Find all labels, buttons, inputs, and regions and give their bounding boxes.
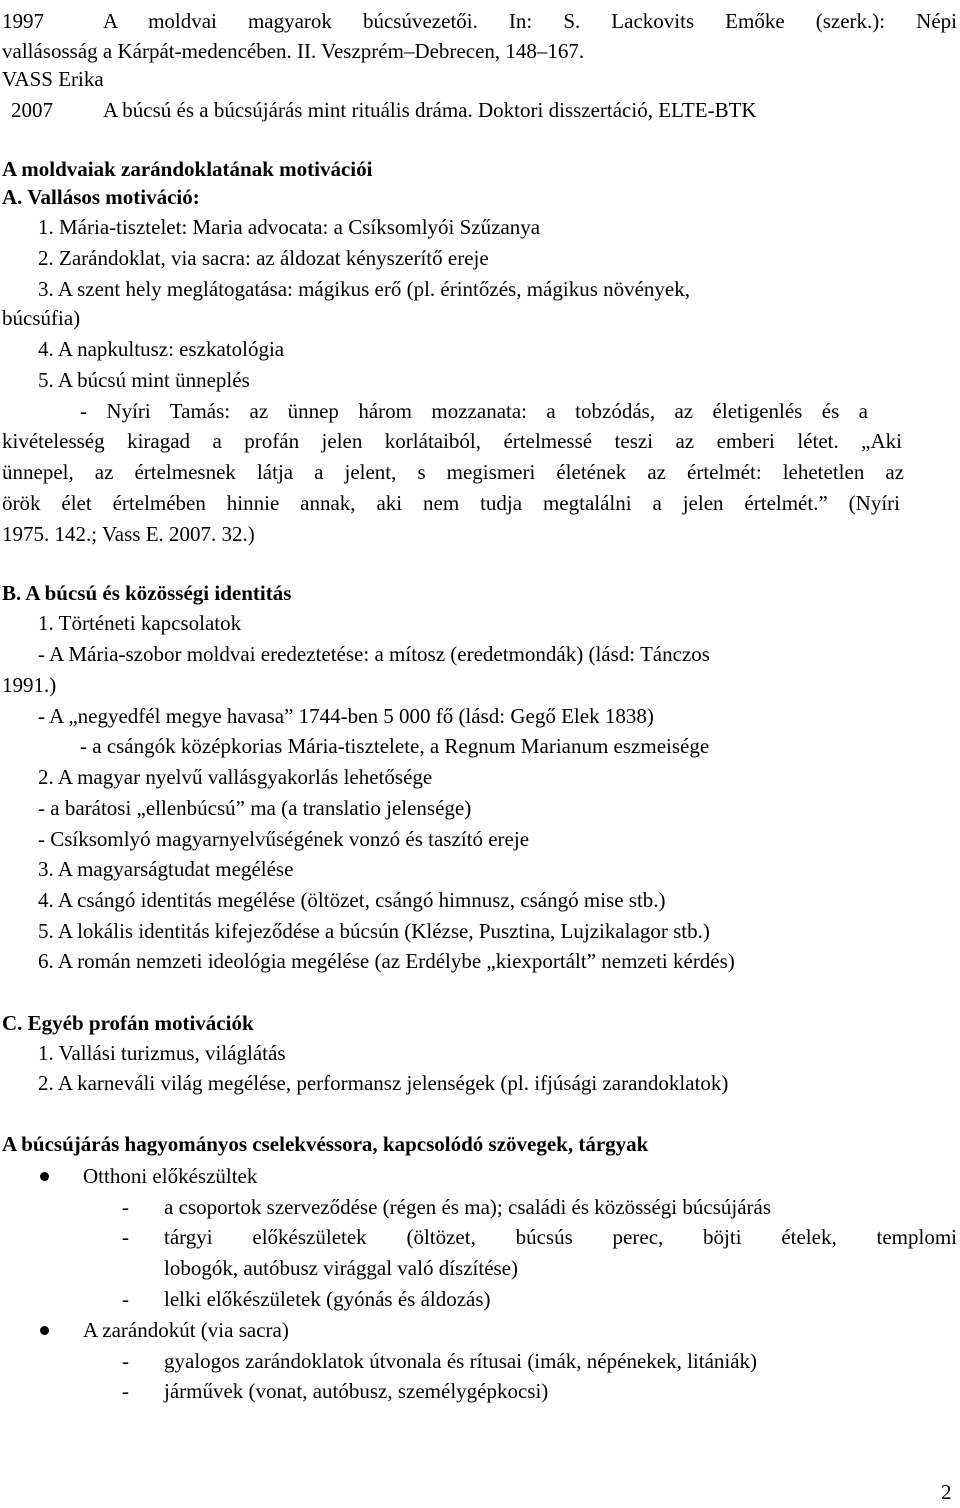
quote-line-2: kivételesség kiragad a profán jelen korlátaiból, értelmessé teszi az emberi létet. „Aki xyxy=(2,429,902,453)
section-title-motivations: A moldvaiak zarándoklatának motivációi xyxy=(2,157,373,181)
b-line-10: 4. A csángó identitás megélése (öltözet, csángó himnusz, csángó mise stb.) xyxy=(38,888,666,912)
quote-line-5: 1975. 142.; Vass E. 2007. 32.) xyxy=(2,522,255,546)
b-line-2: - A Mária-szobor moldvai eredeztetése: a mítosz (eredetmondák) (lásd: Tánczos xyxy=(38,642,710,666)
ref1-line1: A moldvai magyarok búcsúvezetői. In: S. Lackovits Emőke (szerk.): Népi xyxy=(103,9,957,33)
bullet-1-label: Otthoni előkészültek xyxy=(83,1164,258,1188)
sub-2-1-dash: - xyxy=(122,1349,129,1373)
sub-1-2: tárgyi előkészületek (öltözet, búcsús perec, böjti ételek, templomi xyxy=(164,1225,957,1249)
b-line-1: 1. Történeti kapcsolatok xyxy=(38,611,242,635)
item-a5: 5. A búcsú mint ünneplés xyxy=(38,368,250,392)
c-line-2: 2. A karneváli világ megélése, performansz jelenségek (pl. ifjúsági zarandoklatok) xyxy=(38,1071,729,1095)
bullet-2-label: A zarándokút (via sacra) xyxy=(83,1318,289,1342)
sub-2-2-dash: - xyxy=(122,1379,129,1403)
b-line-7: - a barátosi „ellenbúcsú” ma (a translatio jelensége) xyxy=(38,796,472,820)
ref2-author: VASS Erika xyxy=(2,67,104,91)
ref1-line2: vallásosság a Kárpát-medencében. II. Veszprém–Debrecen, 148–167. xyxy=(2,39,585,63)
quote-line-4: örök élet értelmében hinnie annak, aki nem tudja megtalálni a jelen értelmét.” (Nyíri xyxy=(2,491,900,515)
b-line-12: 6. A román nemzeti ideológia megélése (az Erdélybe „kiexportált” nemzeti kérdés) xyxy=(38,949,735,973)
item-a3: 3. A szent hely meglátogatása: mágikus erő (pl. érintőzés, mágikus növények, xyxy=(38,277,691,301)
sub-1-1: a csoportok szerveződése (régen és ma); családi és közösségi búcsújárás xyxy=(164,1195,772,1219)
item-a3-cont: búcsúfia) xyxy=(2,306,81,330)
b-line-4: - A „negyedfél megye havasa” 1744-ben 5 000 fő (lásd: Gegő Elek 1838) xyxy=(38,704,654,728)
b-line-9: 3. A magyarságtudat megélése xyxy=(38,857,294,881)
heading-c: C. Egyéb profán motivációk xyxy=(2,1011,254,1035)
item-a2: 2. Zarándoklat, via sacra: az áldozat kényszerítő ereje xyxy=(38,246,489,270)
sub-2-2: járművek (vonat, autóbusz, személygépkocsi) xyxy=(164,1379,549,1403)
sub-2-1: gyalogos zarándoklatok útvonala és rítusai (imák, népénekek, litániák) xyxy=(164,1349,758,1373)
c-line-1: 1. Vallási turizmus, világlátás xyxy=(38,1041,286,1065)
quote-line-3: ünnepel, az értelmesnek látja a jelent, s megismeri életének az értelmét: lehetetlen az xyxy=(2,460,904,484)
ref2-year: 2007 xyxy=(11,98,53,122)
sub-1-3: lelki előkészületek (gyónás és áldozás) xyxy=(164,1287,491,1311)
ref1-year: 1997 xyxy=(2,9,44,33)
ref2-text: A búcsú és a búcsújárás mint rituális dráma. Doktori disszertáció, ELTE-BTK xyxy=(103,98,757,122)
sub-1-2-dash: - xyxy=(122,1225,129,1249)
item-a1: 1. Mária-tisztelet: Maria advocata: a Csíksomlyói Szűzanya xyxy=(38,215,541,239)
item-a4: 4. A napkultusz: eszkatológia xyxy=(38,337,285,361)
page-number: 2 xyxy=(941,1480,952,1504)
sub-1-3-dash: - xyxy=(122,1287,129,1311)
b-line-5: - a csángók középkorias Mária-tisztelete, a Regnum Marianum eszmeisége xyxy=(80,734,710,758)
b-line-6: 2. A magyar nyelvű vallásgyakorlás lehetősége xyxy=(38,765,433,789)
quote-line-1: - Nyíri Tamás: az ünnep három mozzanata: a tobzódás, az életigenlés és a xyxy=(80,399,868,423)
heading-b: B. A búcsú és közösségi identitás xyxy=(2,581,292,605)
b-line-11: 5. A lokális identitás kifejeződése a búcsún (Klézse, Pusztina, Lujzikalagor stb.) xyxy=(38,919,710,943)
bullet-1-dot xyxy=(40,1172,49,1181)
section-title-order: A búcsújárás hagyományos cselekvéssora, kapcsolódó szövegek, tárgyak xyxy=(2,1132,649,1156)
bullet-2-dot xyxy=(40,1326,49,1335)
heading-a: A. Vallásos motiváció: xyxy=(2,185,200,209)
b-line-8: - Csíksomlyó magyarnyelvűségének vonzó és taszító ereje xyxy=(38,827,530,851)
b-line-3: 1991.) xyxy=(2,673,57,697)
sub-1-2-cont: lobogók, autóbusz virággal való díszítése) xyxy=(164,1256,518,1280)
sub-1-1-dash: - xyxy=(122,1195,129,1219)
